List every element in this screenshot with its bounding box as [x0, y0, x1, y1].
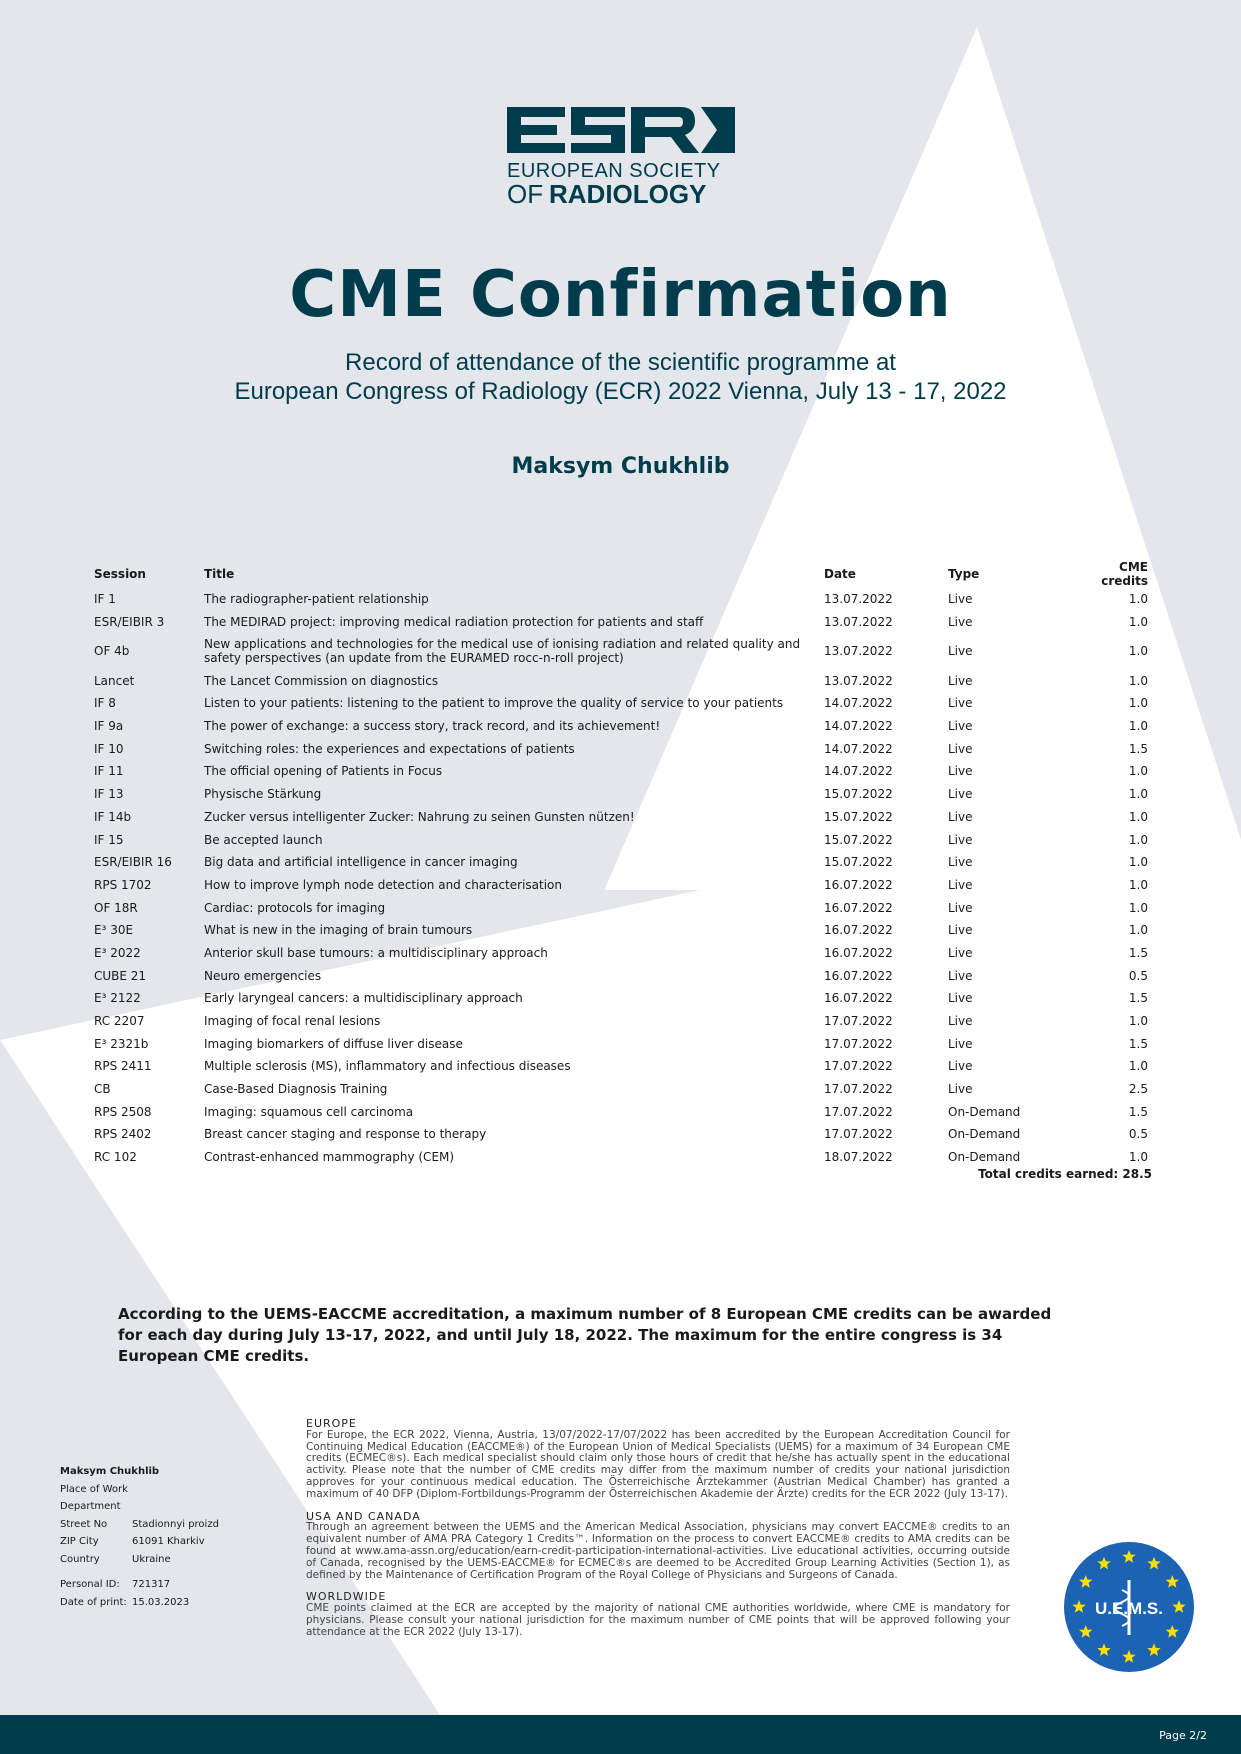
cell-title: Imaging biomarkers of diffuse liver disease [204, 1036, 463, 1051]
cell-title: Imaging: squamous cell carcinoma [204, 1104, 414, 1119]
cell-credits: 1.0 [1128, 809, 1148, 824]
cell-credits: 1.5 [1128, 741, 1148, 756]
details-field-value: 61091 Kharkiv [132, 1536, 205, 1547]
cell-type: Live [948, 615, 973, 630]
cell-type: Live [948, 592, 973, 607]
cell-type: Live [948, 1059, 973, 1074]
esr-logo [505, 105, 737, 207]
sessions-table [90, 560, 1152, 1169]
cell-session: ESR/EIBIR 16 [94, 855, 172, 870]
worldwide-heading: WORLDWIDE [306, 1590, 387, 1604]
cell-date: 17.07.2022 [824, 1104, 893, 1119]
cell-type: Live [948, 945, 973, 960]
details-date-of-print [60, 1594, 219, 1612]
header-credits: CME credits [1101, 560, 1148, 588]
subtitle [0, 348, 1241, 406]
cell-credits: 0.5 [1128, 1127, 1148, 1142]
cell-type: Live [948, 696, 973, 711]
cell-date: 17.07.2022 [824, 1014, 893, 1029]
details-field-value: Stadionnyi proizd [132, 1518, 219, 1530]
details-name: Maksym Chukhlib [60, 1466, 160, 1477]
cell-type: Live [948, 809, 973, 824]
cell-title: How to improve lymph node detection and characterisation [204, 877, 562, 892]
cell-credits: 1.0 [1128, 719, 1148, 734]
total-credits: Total credits earned: 28.5 [978, 1167, 1152, 1181]
details-field [60, 1516, 219, 1534]
cell-type: Live [948, 991, 973, 1006]
cell-credits: 1.0 [1128, 1014, 1148, 1029]
cell-session: CUBE 21 [94, 968, 147, 983]
table-row [90, 987, 1152, 1010]
cell-session: RC 2207 [94, 1014, 145, 1029]
cell-title: Zucker versus intelligenter Zucker: Nahrung zu seinen Gunsten nützen! [204, 809, 635, 824]
table-row [90, 896, 1152, 919]
table-row [90, 1123, 1152, 1146]
cell-title: The Lancet Commission on diagnostics [204, 673, 439, 688]
accreditation-statement: According to the UEMS-EACCME accreditation, a maximum number of 8 European CME credits can be awarded for each day during July 13-17, 2022, and until July 18, 2022. The maximum for the entire congress is 34 European CME credits. [118, 1305, 1052, 1365]
cell-type: Live [948, 1082, 973, 1097]
table-row [90, 851, 1152, 874]
accreditation-info [306, 1418, 1010, 1649]
cell-credits: 2.5 [1128, 1082, 1148, 1097]
table-row [90, 942, 1152, 965]
europe-heading: EUROPE [306, 1417, 357, 1430]
cell-session: IF 15 [94, 832, 124, 847]
cell-type: Live [948, 1036, 973, 1051]
cell-session: OF 4b [94, 644, 130, 659]
details-field [60, 1481, 219, 1499]
table-row [90, 1010, 1152, 1033]
cell-session: Lancet [94, 673, 135, 688]
uems-logo [1062, 1540, 1196, 1674]
table-row [90, 1078, 1152, 1101]
logo-line2-bold: RADIOLOGY [549, 179, 707, 207]
cell-credits: 1.0 [1128, 764, 1148, 779]
cell-date: 15.07.2022 [824, 809, 893, 824]
cell-date: 18.07.2022 [824, 1150, 893, 1165]
cell-date: 16.07.2022 [824, 991, 893, 1006]
cell-date: 15.07.2022 [824, 787, 893, 802]
cell-type: Live [948, 923, 973, 938]
page-number: Page 2/2 [1159, 1729, 1207, 1742]
personal-id-value: 721317 [132, 1579, 171, 1590]
table-row [90, 760, 1152, 783]
cell-credits: 1.0 [1128, 1150, 1148, 1165]
usa-text: Through an agreement between the UEMS and the American Medical Association, physicians may convert EACCME® credits to an equivalent number of AMA PRA Category 1 Credits™. Information on the process to convert EACCME® credits to AMA credits can be found at www.ama-assn.org/education/earn-credit-participation-international-activities. Live educational activities, occurring outside of Canada, recognised by the UEMS-EACCME® for ECMEC®s are deemed to be Accredited Group Learning Activities (Section 1), as defined by the Maintenance of Certification Program of the Royal College of Physicians and Surgeons of Canada. [306, 1521, 1010, 1581]
cell-title: Switching roles: the experiences and expectations of patients [204, 741, 575, 756]
cell-credits: 1.5 [1128, 1104, 1148, 1119]
cell-date: 16.07.2022 [824, 968, 893, 983]
details-fields [60, 1481, 219, 1569]
cell-type: Live [948, 877, 973, 892]
table-row [90, 588, 1152, 611]
header-type: Type [948, 567, 980, 581]
cell-credits: 1.0 [1128, 900, 1148, 915]
cell-title: Be accepted launch [204, 832, 323, 847]
cell-date: 14.07.2022 [824, 741, 893, 756]
cell-type: Live [948, 787, 973, 802]
esr-logo-graphic [505, 105, 737, 207]
table-row [90, 737, 1152, 760]
table-row [90, 715, 1152, 738]
cell-credits: 1.0 [1128, 787, 1148, 802]
cell-credits: 1.0 [1128, 696, 1148, 711]
participant-details [60, 1463, 219, 1611]
worldwide-text: CME points claimed at the ECR are accepted by the majority of national CME authorities worldwide, where CME is mandatory for physicians. Please consult your national jurisdiction for the maximum number of CME points that will be approved following your attendance at the ECR 2022 (July 13-17). [306, 1602, 1010, 1638]
cell-type: Live [948, 644, 973, 659]
cell-session: RPS 2411 [94, 1059, 152, 1074]
cell-date: 14.07.2022 [824, 764, 893, 779]
details-field [60, 1551, 219, 1569]
cell-type: Live [948, 673, 973, 688]
cell-date: 13.07.2022 [824, 592, 893, 607]
footer-bar [0, 1715, 1241, 1754]
cell-session: IF 1 [94, 592, 116, 607]
cell-session: RPS 2402 [94, 1127, 152, 1142]
cell-session: RPS 2508 [94, 1104, 152, 1119]
usa-heading: USA AND CANADA [306, 1509, 421, 1523]
cell-credits: 1.5 [1128, 991, 1148, 1006]
table-header-row [90, 560, 1152, 588]
cell-credits: 1.0 [1128, 673, 1148, 688]
details-field-label: Place of Work [60, 1483, 128, 1495]
table-row [90, 1055, 1152, 1078]
cell-title: Physische Stärkung [204, 787, 322, 802]
cell-type: Live [948, 855, 973, 870]
cell-date: 16.07.2022 [824, 877, 893, 892]
cell-session: IF 9a [94, 719, 124, 734]
details-personal-id [60, 1576, 219, 1594]
cell-session: IF 8 [94, 696, 116, 711]
cell-type: Live [948, 741, 973, 756]
cell-date: 15.07.2022 [824, 855, 893, 870]
uems-logo-graphic [1062, 1540, 1196, 1674]
cell-date: 13.07.2022 [824, 644, 893, 659]
table-row [90, 919, 1152, 942]
cell-session: E³ 2321b [94, 1036, 149, 1051]
cell-date: 13.07.2022 [824, 673, 893, 688]
cell-session: IF 10 [94, 741, 124, 756]
table-row [90, 669, 1152, 692]
details-field-value: Ukraine [132, 1553, 171, 1565]
table-row [90, 611, 1152, 634]
logo-line2-prefix: OF [507, 179, 544, 207]
cell-title: Contrast-enhanced mammography (CEM) [204, 1150, 455, 1165]
sessions-table-body [90, 588, 1152, 1169]
subtitle-line1: Record of attendance of the scientific programme at [345, 349, 896, 376]
table-row [90, 1146, 1152, 1169]
cell-credits: 1.0 [1128, 1059, 1148, 1074]
cell-date: 17.07.2022 [824, 1082, 893, 1097]
table-row [90, 964, 1152, 987]
cell-date: 16.07.2022 [824, 900, 893, 915]
cell-date: 17.07.2022 [824, 1059, 893, 1074]
cell-credits: 1.5 [1128, 945, 1148, 960]
cell-session: E³ 2022 [94, 945, 141, 960]
cell-session: E³ 30E [94, 923, 134, 938]
header-session: Session [94, 567, 146, 581]
cell-title: Breast cancer staging and response to therapy [204, 1127, 487, 1142]
subtitle-line2: European Congress of Radiology (ECR) 2022 Vienna, July 13 - 17, 2022 [234, 378, 1007, 405]
cell-type: Live [948, 719, 973, 734]
cell-session: RC 102 [94, 1150, 137, 1165]
cell-credits: 1.0 [1128, 877, 1148, 892]
cell-session: CB [94, 1082, 111, 1097]
cell-credits: 1.0 [1128, 855, 1148, 870]
cell-title: What is new in the imaging of brain tumours [204, 923, 473, 938]
cell-title: Listen to your patients: listening to the patient to improve the quality of service to your patients [204, 696, 784, 711]
cell-credits: 1.0 [1128, 923, 1148, 938]
cell-title: New applications and technologies for the medical use of ionising radiation and related quality and safety perspectives (an update from the EURAMED rocc-n-roll project) [204, 637, 801, 666]
cell-date: 16.07.2022 [824, 945, 893, 960]
cell-session: RPS 1702 [94, 877, 152, 892]
cell-type: Live [948, 832, 973, 847]
page-title: CME Confirmation [289, 258, 952, 332]
table-row [90, 1100, 1152, 1123]
cell-date: 13.07.2022 [824, 615, 893, 630]
personal-id-label: Personal ID: [60, 1579, 120, 1590]
details-field-label: ZIP City [60, 1536, 99, 1547]
header-title: Title [204, 567, 235, 581]
cell-session: ESR/EIBIR 3 [94, 615, 165, 630]
cell-session: IF 11 [94, 764, 124, 779]
cell-date: 15.07.2022 [824, 832, 893, 847]
cell-credits: 0.5 [1128, 968, 1148, 983]
cell-credits: 1.0 [1128, 615, 1148, 630]
table-row [90, 783, 1152, 806]
details-field-label: Department [60, 1501, 121, 1512]
table-row [90, 1032, 1152, 1055]
cell-type: Live [948, 764, 973, 779]
table-row [90, 828, 1152, 851]
cell-date: 17.07.2022 [824, 1036, 893, 1051]
cell-title: Anterior skull base tumours: a multidisciplinary approach [204, 945, 548, 960]
cell-date: 17.07.2022 [824, 1127, 893, 1142]
cell-session: E³ 2122 [94, 991, 141, 1006]
cell-credits: 1.0 [1128, 592, 1148, 607]
cell-title: Neuro emergencies [204, 968, 322, 983]
cell-title: The power of exchange: a success story, track record, and its achievement! [204, 719, 661, 734]
details-field [60, 1498, 219, 1516]
participant-name: Maksym Chukhlib [511, 454, 730, 479]
details-field-label: Country [60, 1553, 100, 1565]
cell-title: Case-Based Diagnosis Training [204, 1082, 388, 1097]
cell-title: Imaging of focal renal lesions [204, 1014, 381, 1029]
date-of-print-label: Date of print: [60, 1596, 127, 1608]
cell-type: On-Demand [948, 1127, 1021, 1142]
cell-title: Big data and artificial intelligence in cancer imaging [204, 855, 518, 870]
cell-type: Live [948, 1014, 973, 1029]
table-row [90, 692, 1152, 715]
cell-session: IF 14b [94, 809, 132, 824]
cell-title: Cardiac: protocols for imaging [204, 900, 386, 915]
cell-title: Multiple sclerosis (MS), inflammatory and infectious diseases [204, 1059, 571, 1074]
cell-date: 16.07.2022 [824, 923, 893, 938]
table-row [90, 806, 1152, 829]
details-field-label: Street No [60, 1518, 108, 1530]
cell-title: The MEDIRAD project: improving medical radiation protection for patients and staff [204, 615, 704, 630]
cell-session: IF 13 [94, 787, 124, 802]
table-row [90, 633, 1152, 669]
cell-credits: 1.0 [1128, 832, 1148, 847]
cell-type: On-Demand [948, 1104, 1021, 1119]
cell-date: 14.07.2022 [824, 696, 893, 711]
cell-session: OF 18R [94, 900, 138, 915]
cell-title: Early laryngeal cancers: a multidisciplinary approach [204, 991, 523, 1006]
cell-credits: 1.5 [1128, 1036, 1148, 1051]
details-field [60, 1533, 219, 1551]
logo-line1: EUROPEAN SOCIETY [507, 160, 721, 182]
table-row [90, 874, 1152, 897]
uems-text: U.E.M.S. [1094, 1599, 1164, 1618]
cell-type: Live [948, 968, 973, 983]
cell-type: Live [948, 900, 973, 915]
cell-title: The official opening of Patients in Focus [204, 764, 443, 779]
date-of-print-value: 15.03.2023 [132, 1596, 190, 1608]
header-date: Date [824, 567, 856, 581]
cell-title: The radiographer-patient relationship [204, 592, 429, 607]
cell-date: 14.07.2022 [824, 719, 893, 734]
europe-text: For Europe, the ECR 2022, Vienna, Austria, 13/07/2022-17/07/2022 has been accredited by the European Accreditation Council for Continuing Medical Education (EACCME®) of the European Union of Medical Specialists (UEMS) for a maximum of 34 European CME credits (ECMEC®s). Each medical specialist should claim only those hours of credit that he/she has actually spent in the educational activity. Please note that the number of CME credits may differ from the maximum number of credits your national jurisdiction approves for your continuous medical education. The Österreichische Ärztekammer (Austrian Medical Chamber) has granted a maximum of 40 DFP (Diplom-Fortbildungs-Programm der Österreichischen Akademie der Ärzte) credits for the ECR 2022 (July 13-17). [306, 1428, 1010, 1500]
cell-credits: 1.0 [1128, 644, 1148, 659]
cell-type: On-Demand [948, 1150, 1021, 1165]
